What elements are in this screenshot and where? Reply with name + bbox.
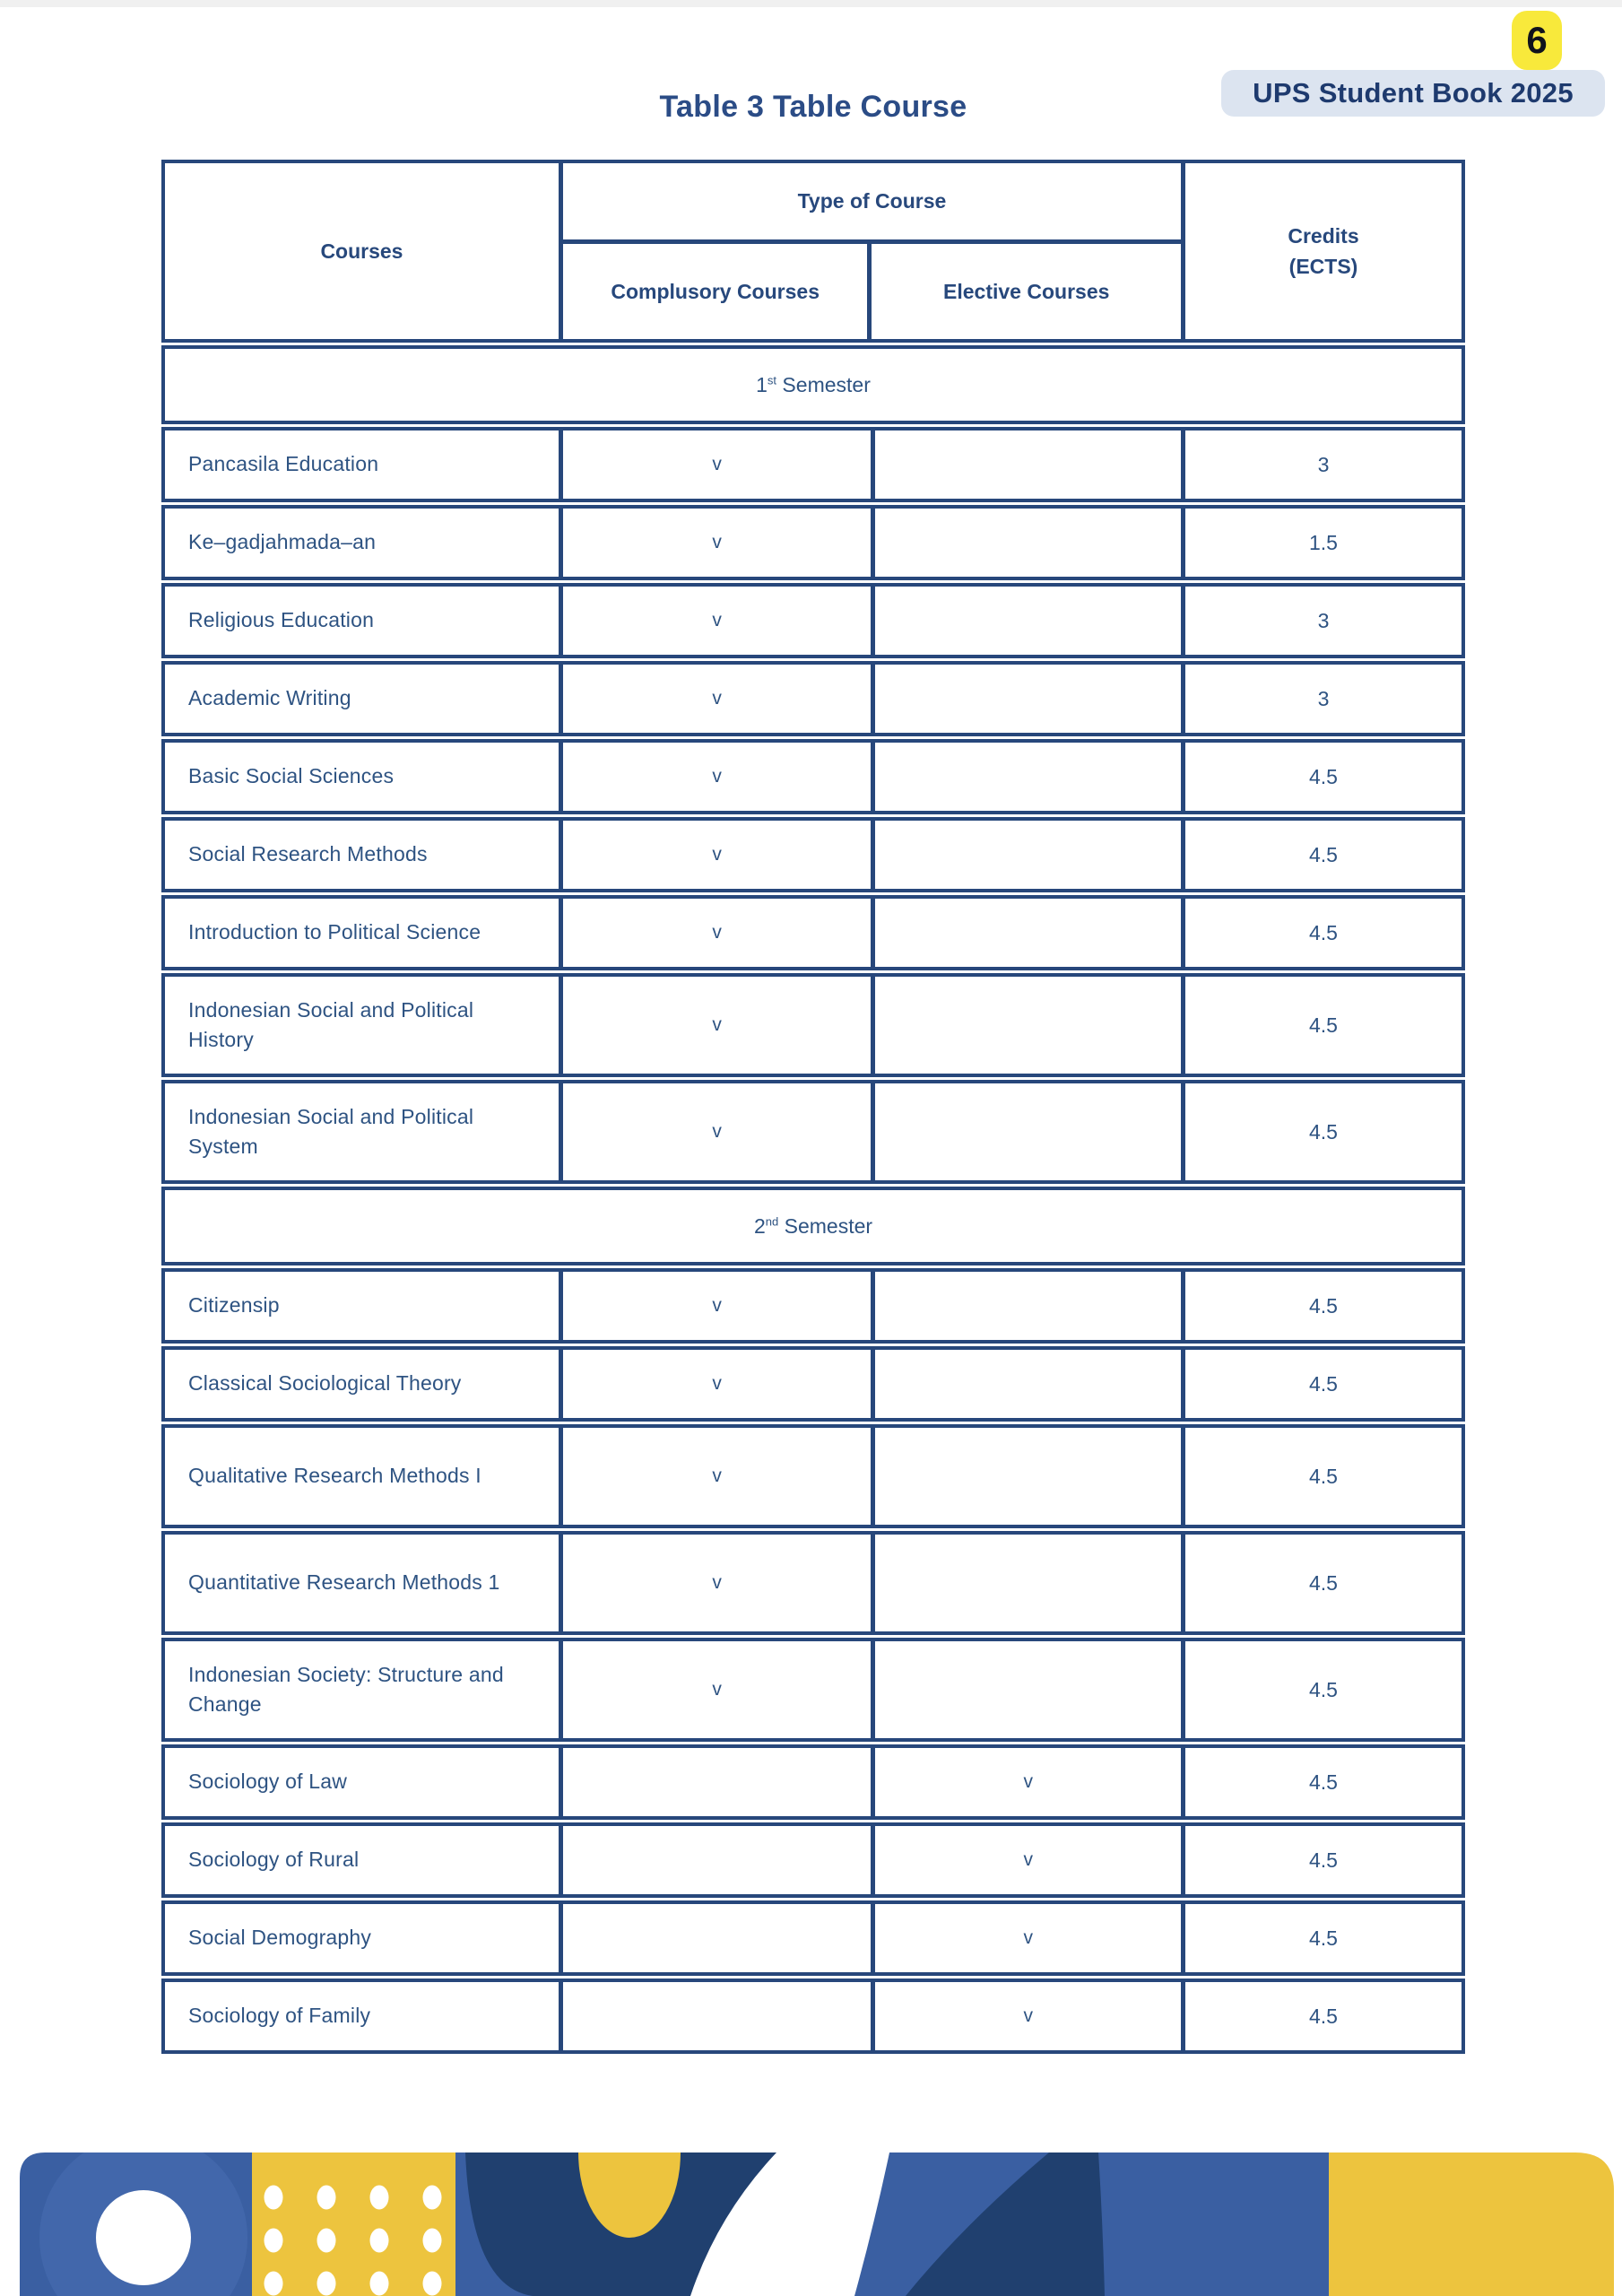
semester-band xyxy=(161,345,1465,424)
compulsory-mark-cell: v xyxy=(563,899,875,967)
page-title: Table 3 Table Course xyxy=(659,90,967,124)
header-compulsory-label: Complusory Courses xyxy=(611,279,820,303)
course-name-cell: Citizensip xyxy=(165,1272,563,1340)
header-type-subrow xyxy=(563,244,1181,339)
top-edge-strip xyxy=(0,0,1622,7)
table-row xyxy=(161,1268,1465,1344)
header-courses-label: Courses xyxy=(320,239,403,263)
elective-mark-cell: v xyxy=(875,1826,1185,1894)
course-name-cell: Sociology of Family xyxy=(165,1982,563,2050)
table-row xyxy=(161,1638,1465,1742)
course-name-cell: Indonesian Social and Political History xyxy=(165,977,563,1074)
course-name-cell: Qualitative Research Methods I xyxy=(165,1428,563,1525)
course-name-cell: Sociology of Rural xyxy=(165,1826,563,1894)
course-name-cell: Indonesian Social and Political System xyxy=(165,1083,563,1180)
credits-cell: 4.5 xyxy=(1309,1293,1338,1318)
table-row xyxy=(161,1900,1465,1976)
header-type-of-course xyxy=(563,163,1181,244)
table-row xyxy=(161,1822,1465,1898)
table-row xyxy=(161,739,1465,814)
header-elective xyxy=(872,244,1181,339)
table-row xyxy=(161,895,1465,970)
table-row xyxy=(161,1346,1465,1422)
credits-cell: 4.5 xyxy=(1309,1371,1338,1396)
credits-cell: 4.5 xyxy=(1309,1926,1338,1950)
credits-cell: 4.5 xyxy=(1309,2004,1338,2028)
course-name-cell: Social Demography xyxy=(165,1904,563,1972)
elective-mark-cell xyxy=(875,1083,1185,1180)
course-name-cell: Classical Sociological Theory xyxy=(165,1350,563,1418)
credits-cell: 4.5 xyxy=(1309,1570,1338,1595)
course-name-cell: Pancasila Education xyxy=(165,430,563,499)
semester-label: 2nd Semester xyxy=(753,1213,873,1238)
course-name-cell: Academic Writing xyxy=(165,665,563,733)
table-row xyxy=(161,583,1465,658)
elective-mark-cell xyxy=(875,587,1185,655)
compulsory-mark-cell xyxy=(563,1826,875,1894)
compulsory-mark-cell: v xyxy=(563,1641,875,1738)
credits-cell: 4.5 xyxy=(1309,920,1338,944)
course-name-cell: Sociology of Law xyxy=(165,1748,563,1816)
header-type-label: Type of Course xyxy=(797,189,947,213)
header-credits xyxy=(1185,163,1462,339)
compulsory-mark-cell: v xyxy=(563,1272,875,1340)
compulsory-mark-cell: v xyxy=(563,509,875,577)
compulsory-mark-cell: v xyxy=(563,430,875,499)
credits-cell: 1.5 xyxy=(1309,530,1338,554)
header-elective-label: Elective Courses xyxy=(943,279,1110,303)
semester-band xyxy=(161,1187,1465,1265)
credits-cell: 4.5 xyxy=(1309,764,1338,788)
page-number: 6 xyxy=(1526,19,1548,61)
header-type-group xyxy=(563,163,1185,339)
table-row xyxy=(161,1979,1465,2054)
credits-cell: 4.5 xyxy=(1309,842,1338,866)
course-name-cell: Basic Social Sciences xyxy=(165,743,563,811)
compulsory-mark-cell: v xyxy=(563,587,875,655)
compulsory-mark-cell: v xyxy=(563,821,875,889)
course-name-cell: Indonesian Society: Structure and Change xyxy=(165,1641,563,1738)
footer-decoration xyxy=(0,2152,1622,2296)
table-row xyxy=(161,1531,1465,1635)
table-row xyxy=(161,1744,1465,1820)
credits-cell: 4.5 xyxy=(1309,1013,1338,1037)
book-title: UPS Student Book 2025 xyxy=(1253,77,1574,109)
table-row xyxy=(161,973,1465,1077)
table-row xyxy=(161,817,1465,892)
table-row xyxy=(161,661,1465,736)
elective-mark-cell xyxy=(875,977,1185,1074)
table-header xyxy=(161,160,1465,343)
table-row xyxy=(161,1424,1465,1528)
elective-mark-cell xyxy=(875,1272,1185,1340)
elective-mark-cell xyxy=(875,665,1185,733)
book-title-badge xyxy=(1221,70,1605,117)
compulsory-mark-cell: v xyxy=(563,1428,875,1525)
compulsory-mark-cell xyxy=(563,1982,875,2050)
credits-cell: 4.5 xyxy=(1309,1770,1338,1794)
course-name-cell: Social Research Methods xyxy=(165,821,563,889)
elective-mark-cell: v xyxy=(875,1904,1185,1972)
compulsory-mark-cell: v xyxy=(563,1083,875,1180)
course-name-cell: Religious Education xyxy=(165,587,563,655)
header-credits-line2: (ECTS) xyxy=(1288,255,1358,278)
elective-mark-cell: v xyxy=(875,1982,1185,2050)
elective-mark-cell xyxy=(875,1535,1185,1631)
compulsory-mark-cell: v xyxy=(563,1350,875,1418)
course-name-cell: Introduction to Political Science xyxy=(165,899,563,967)
elective-mark-cell xyxy=(875,430,1185,499)
course-table xyxy=(161,160,1465,2054)
credits-cell: 4.5 xyxy=(1309,1677,1338,1701)
credits-cell: 3 xyxy=(1317,686,1330,710)
credits-cell: 3 xyxy=(1317,608,1330,632)
elective-mark-cell xyxy=(875,743,1185,811)
course-name-cell: Quantitative Research Methods 1 xyxy=(165,1535,563,1631)
credits-cell: 4.5 xyxy=(1309,1848,1338,1872)
compulsory-mark-cell: v xyxy=(563,743,875,811)
table-row xyxy=(161,427,1465,502)
elective-mark-cell xyxy=(875,1350,1185,1418)
compulsory-mark-cell: v xyxy=(563,1535,875,1631)
course-name-cell: Ke–gadjahmada–an xyxy=(165,509,563,577)
elective-mark-cell xyxy=(875,509,1185,577)
header-courses xyxy=(165,163,563,339)
elective-mark-cell xyxy=(875,1428,1185,1525)
elective-mark-cell xyxy=(875,821,1185,889)
table-row xyxy=(161,1080,1465,1184)
compulsory-mark-cell: v xyxy=(563,977,875,1074)
compulsory-mark-cell xyxy=(563,1748,875,1816)
credits-cell: 4.5 xyxy=(1309,1464,1338,1488)
credits-cell: 3 xyxy=(1317,452,1330,476)
compulsory-mark-cell: v xyxy=(563,665,875,733)
page-number-badge xyxy=(1512,11,1562,70)
elective-mark-cell xyxy=(875,899,1185,967)
table-row xyxy=(161,505,1465,580)
elective-mark-cell: v xyxy=(875,1748,1185,1816)
header-credits-line1: Credits xyxy=(1288,223,1359,248)
semester-label: 1st Semester xyxy=(756,372,871,396)
elective-mark-cell xyxy=(875,1641,1185,1738)
compulsory-mark-cell xyxy=(563,1904,875,1972)
header-compulsory xyxy=(563,244,872,339)
credits-cell: 4.5 xyxy=(1309,1119,1338,1144)
